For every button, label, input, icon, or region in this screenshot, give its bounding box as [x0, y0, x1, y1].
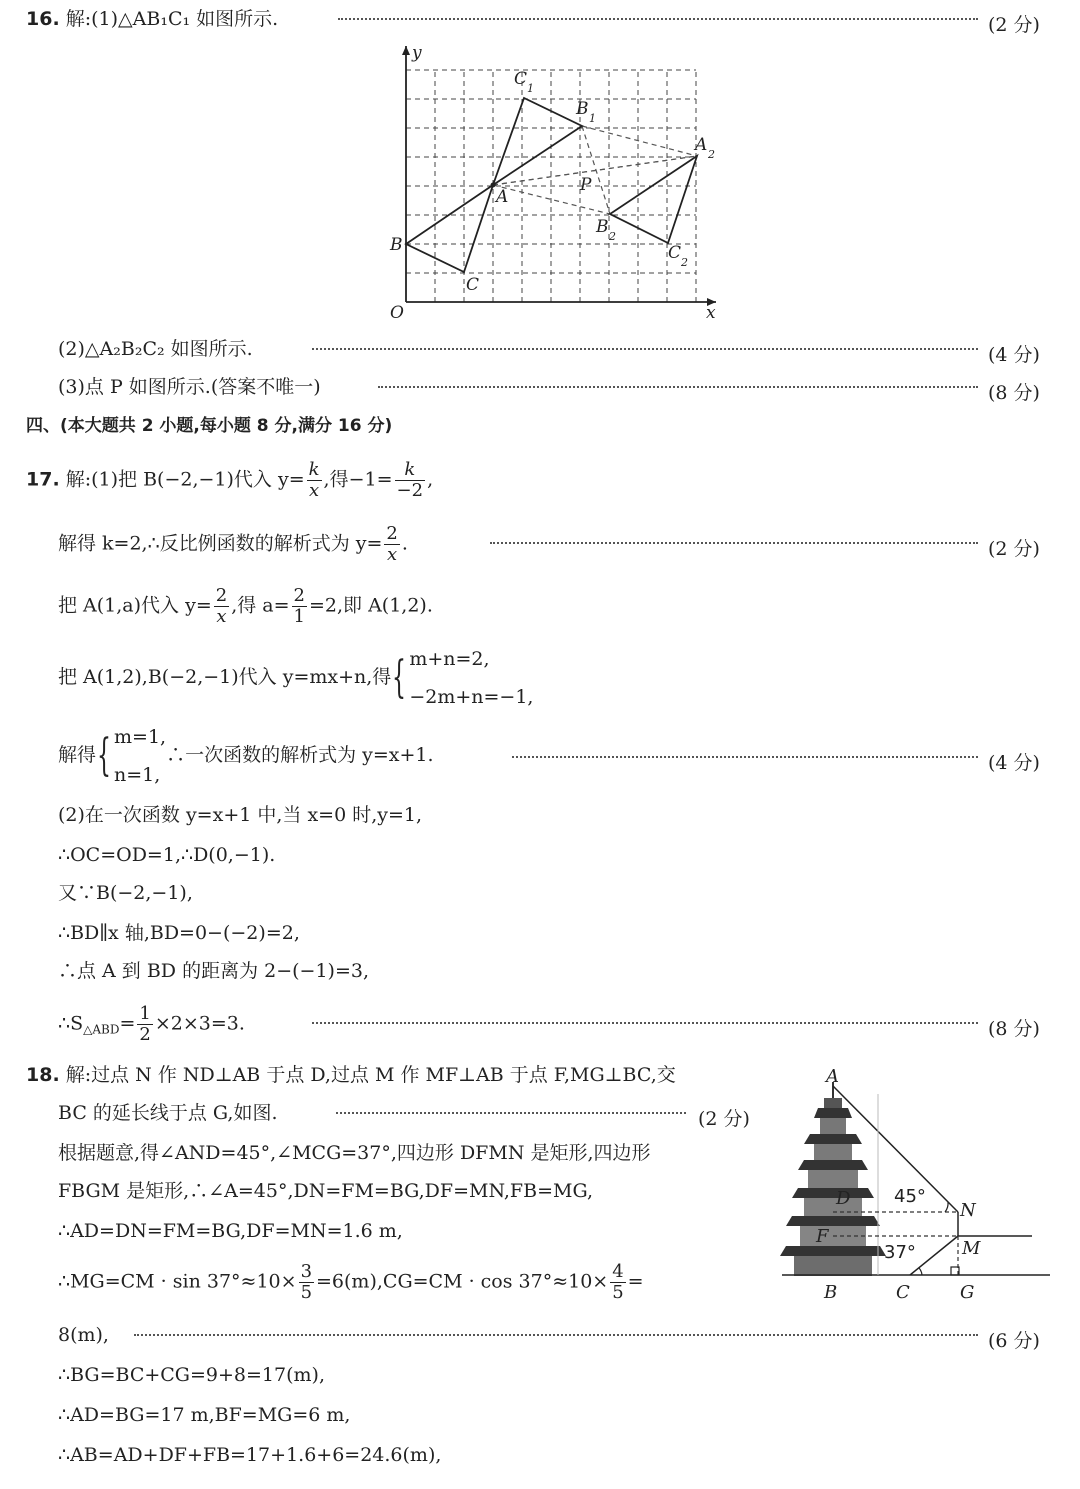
q17-line4: [58, 640, 533, 716]
q16-part1-text: 解:(1)△AB₁C₁ 如图所示.: [65, 8, 279, 30]
q18-l6b: =6(m),CG=CM · cos 37°≈10×: [316, 1270, 609, 1293]
label-C: C: [896, 1282, 910, 1303]
sys-eq: n=1,: [114, 764, 161, 786]
line-B1-B2: [582, 126, 610, 214]
q17-line1: [26, 460, 433, 501]
label-F: F: [816, 1226, 829, 1247]
dot-leader: [336, 1112, 686, 1114]
frac-den: 2: [139, 1024, 151, 1045]
q16-coordinate-figure: [380, 40, 730, 330]
dot-leader: [512, 756, 978, 758]
q18-pagoda-figure: [780, 1060, 1060, 1310]
label-C1-sub: 1: [527, 82, 534, 95]
q17-l5a: 解得: [58, 744, 97, 766]
label-P: P: [580, 175, 592, 195]
dot-leader: [490, 542, 978, 544]
q18-line9: ∴AD=BG=17 m,BF=MG=6 m,: [58, 1404, 351, 1426]
fraction: [292, 586, 307, 627]
y-axis-arrow: [402, 46, 410, 55]
q16-line1: [26, 10, 278, 29]
brace: {: [97, 730, 112, 781]
dot-leader: [134, 1334, 978, 1336]
q18-l6c: =: [627, 1270, 644, 1293]
score-q17-1: (2 分): [988, 538, 1040, 560]
score-q16-1: (2 分): [988, 14, 1040, 36]
label-A: A: [826, 1066, 839, 1087]
equation-system-2: [114, 718, 166, 794]
score-q18-2: (6 分): [988, 1330, 1040, 1352]
q17-line5: [58, 718, 434, 794]
q17-l1c: ,: [427, 468, 434, 491]
label-M: M: [962, 1238, 981, 1259]
q18-l1: 解:过点 N 作 ND⊥AB 于点 D,过点 M 作 MF⊥AB 于点 F,MG⊥BC,交: [65, 1064, 676, 1086]
label-B: B: [390, 235, 403, 255]
q16-part3-text: (3)点 P 如图所示.(答案不唯一): [58, 376, 321, 398]
label-B2-sub: 2: [609, 230, 616, 243]
label-A2: A: [695, 135, 708, 155]
q17-l1a: 解:(1)把 B(−2,−1)代入 y=: [65, 468, 305, 491]
angle-label-45: 45°: [894, 1186, 926, 1207]
label-B1-sub: 1: [589, 112, 596, 125]
dot-leader: [312, 1022, 978, 1024]
frac-num: 2: [293, 585, 305, 606]
dashed-connectors: [493, 126, 697, 214]
q17-l1b: ,得−1=: [323, 468, 393, 491]
triangle-AB1C1: [493, 98, 582, 185]
q17-l11a: ∴S: [58, 1012, 84, 1035]
angle-arc-37: [919, 1268, 922, 1275]
frac-den: 5: [300, 1282, 313, 1303]
sys-eq: m+n=2,: [409, 648, 490, 670]
q16-number: 16.: [26, 8, 60, 30]
q18-line5: ∴AD=DN=FM=BG,DF=MN=1.6 m,: [58, 1220, 403, 1242]
label-A: A: [496, 187, 509, 207]
q18-line2: BC 的延长线于点 G,如图.: [58, 1102, 278, 1124]
pagoda-illustration: [780, 1082, 886, 1276]
q18-line8: ∴BG=BC+CG=9+8=17(m),: [58, 1364, 325, 1386]
label-B2: B: [596, 217, 609, 237]
q17-l3b: ,得 a=: [231, 594, 290, 617]
label-D: D: [836, 1188, 851, 1209]
label-A2-sub: 2: [708, 148, 715, 161]
frac-den: 5: [612, 1282, 624, 1303]
q18-line4: FBGM 是矩形,∴∠A=45°,DN=FM=BG,DF=MN,FB=MG,: [58, 1180, 593, 1202]
q18-line3: 根据题意,得∠AND=45°,∠MCG=37°,四边形 DFMN 是矩形,四边形: [58, 1142, 651, 1164]
frac-num: 1: [139, 1003, 151, 1024]
label-C: C: [466, 275, 480, 295]
sys-eq: −2m+n=−1,: [409, 686, 534, 708]
q17-l11c: ×2×3=3.: [154, 1012, 245, 1035]
q18-l6a: ∴MG=CM · sin 37°≈10×: [58, 1270, 297, 1293]
equation-system-1: [409, 640, 533, 716]
frac-num: k: [395, 460, 426, 481]
line-B1-A2: [582, 126, 697, 156]
q18-line7: 8(m),: [58, 1324, 109, 1346]
line-A-P: [493, 156, 697, 185]
q17-l3c: =2,即 A(1,2).: [308, 594, 433, 617]
q17-line8: 又∵B(−2,−1),: [58, 882, 193, 904]
q18-number: 18.: [26, 1064, 60, 1086]
frac-den: x: [309, 480, 320, 501]
q17-line11: [58, 1004, 245, 1045]
fraction: [214, 586, 229, 627]
sys-eq: m=1,: [114, 726, 167, 748]
dot-leader: [312, 348, 978, 350]
angle-label-37: 37°: [884, 1242, 916, 1263]
q17-l2b: .: [401, 532, 408, 555]
angle-arc-45: [945, 1202, 948, 1212]
frac-den: x: [216, 606, 227, 627]
brace: {: [392, 652, 407, 703]
fraction: [307, 460, 322, 501]
q17-l11-sub: △ABD: [83, 1022, 120, 1037]
dot-leader: [378, 386, 978, 388]
label-C2: C: [668, 243, 682, 263]
fraction: [610, 1262, 625, 1303]
q17-number: 17.: [26, 468, 60, 491]
label-C1: C: [514, 69, 528, 89]
label-x: x: [706, 303, 716, 323]
q17-l5b: ∴一次函数的解析式为 y=x+1.: [166, 744, 434, 766]
q17-line2: [58, 524, 408, 565]
section-4-header: 四、(本大题共 2 小题,每小题 8 分,满分 16 分): [26, 416, 393, 436]
q18-line6: [58, 1262, 644, 1303]
score-q16-2: (4 分): [988, 344, 1040, 366]
q17-line10: ∴点 A 到 BD 的距离为 2−(−1)=3,: [58, 960, 370, 982]
frac-den: −2: [396, 480, 424, 501]
q17-line6: (2)在一次函数 y=x+1 中,当 x=0 时,y=1,: [58, 804, 423, 826]
q17-l2a: 解得 k=2,∴反比例函数的解析式为 y=: [58, 532, 383, 555]
score-q17-3: (8 分): [988, 1018, 1040, 1040]
q17-l3a: 把 A(1,a)代入 y=: [58, 594, 212, 617]
fraction: [137, 1004, 152, 1045]
frac-num: 3: [300, 1261, 313, 1282]
score-q18-1: (2 分): [698, 1108, 750, 1130]
frac-den: 1: [293, 606, 305, 627]
label-B1: B: [576, 99, 589, 119]
fraction: [384, 524, 399, 565]
q16-part2-text: (2)△A₂B₂C₂ 如图所示.: [58, 338, 253, 360]
frac-num: k: [308, 459, 320, 480]
label-B: B: [824, 1282, 838, 1303]
label-C2-sub: 2: [681, 256, 688, 269]
q18-line1: [26, 1066, 676, 1085]
triangle-A2B2C2: [610, 156, 697, 243]
label-N: N: [960, 1200, 976, 1221]
label-y: y: [412, 43, 422, 63]
q17-line3: [58, 586, 433, 627]
q17-l4a: 把 A(1,2),B(−2,−1)代入 y=mx+n,得: [58, 666, 392, 688]
point-A: [491, 183, 496, 188]
frac-num: 2: [386, 523, 398, 544]
q17-l11b: =: [119, 1012, 136, 1035]
q18-line10: ∴AB=AD+DF+FB=17+1.6+6=24.6(m),: [58, 1444, 442, 1466]
frac-num: 2: [215, 585, 228, 606]
score-q17-2: (4 分): [988, 752, 1040, 774]
frac-den: x: [387, 544, 398, 565]
fraction: [299, 1262, 314, 1303]
dot-leader: [338, 18, 978, 20]
label-G: G: [960, 1282, 975, 1303]
q17-line7: ∴OC=OD=1,∴D(0,−1).: [58, 844, 276, 866]
triangle-ABC: [406, 185, 493, 272]
label-origin: O: [390, 303, 404, 323]
q17-line9: ∴BD∥x 轴,BD=0−(−2)=2,: [58, 922, 300, 944]
frac-num: 4: [612, 1261, 624, 1282]
score-q16-3: (8 分): [988, 382, 1040, 404]
fraction: [395, 460, 426, 501]
